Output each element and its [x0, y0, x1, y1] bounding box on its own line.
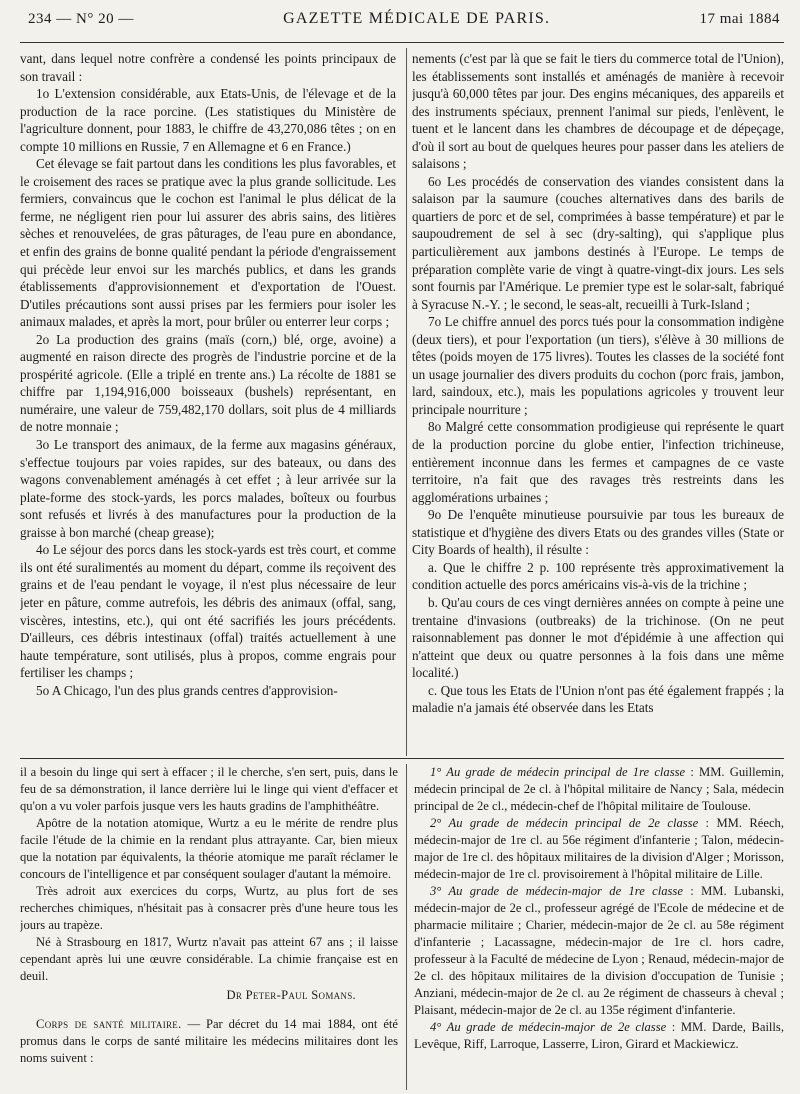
promotion-grade: 4° Au grade de médecin-major de 2e classe	[430, 1020, 667, 1034]
obituary-column-bottom-left	[20, 764, 398, 1090]
news-item	[20, 1016, 398, 1067]
paragraph: 6o Les procédés de conservation des viandes consistent dans la salaison par la saumure (couches alternatives dans des barils de quartiers de porc et de sel, comprimées à basse température) et par le saupoudrement de sel à sec (dry-salting), qui s'applique plus particulièrement aux jambons destinés à l'Europe. Le temps de préparation complète varie de vingt à quatre-vingt-dix jours. Les sels sont fournis par l'Amérique. Le premier type est le solar-salt, fabriqué à Syracuse N.-Y. ; le second, le seas-alt, recueilli à Turk-Island ;	[412, 173, 784, 312]
promotion-names: : MM. Guillemin, médecin principal de 2e cl. à l'hôpital militaire de Nancy ; Sala, médecin principal de 2e cl., médecin-chef de l'hôpital militaire de Toulouse.	[414, 765, 784, 813]
paragraph: 3o Le transport des animaux, de la ferme aux magasins généraux, s'effectue toujours par voies rapides, sur des bateaux, ou dans des wagons convenablement aménagés à cet effet ; à leur arrivée sur la plate-forme des stock-yards, les porcs malades, boîteux ou fourbus sont refusés et livrés à des manufactures pour la production de la graisse à bon marché (cheap grease);	[20, 437, 396, 540]
promotion-entry	[414, 764, 784, 815]
promotion-entry	[414, 815, 784, 883]
article-column-top-left	[20, 50, 396, 756]
promotions-column-bottom-right	[414, 764, 784, 1090]
page-number: 234 — N° 20 —	[28, 11, 134, 27]
promotion-grade: 1° Au grade de médecin principal de 1re classe	[430, 765, 686, 779]
page-header	[28, 10, 780, 40]
paragraph: c. Que tous les Etats de l'Union n'ont pas été également frappés ; la maladie n'a jamais été observée dans les Etats	[412, 682, 784, 716]
column-divider-top	[406, 48, 407, 756]
promotion-entry	[414, 883, 784, 1019]
paragraph: b. Qu'au cours de ces vingt dernières années on compte à peine une trentaine d'invasions (outbreaks) de la trichinose. (On ne peut raisonnablement pas donner le mot d'épidémie à une affection qui n'atteint que deux ou quatre personnes à la fois dans une même localité.)	[412, 594, 784, 681]
news-item-heading: Corps de santé militaire.	[36, 1017, 182, 1031]
news-item-text: — Par décret du 14 mai 1884, ont été promus dans le corps de santé militaire les médecins militaires dont les noms suivent :	[20, 1017, 398, 1065]
paragraph: 2o La production des grains (maïs (corn,) blé, orge, avoine) a augmenté en raison directe des progrès de l'industrie porcine et de la prospérité agricole. (Elle a triplé en trente ans.) La récolte de 1881 se chiffre par 1,194,916,000 boisseaux (bushels) représentant, en numéraire, une valeur de 759,482,170 dollars, soit plus de 4 milliards de notre monnaie ;	[20, 331, 396, 435]
promotion-names: : MM. Lubanski, médecin-major de 2e cl., professeur agrégé de l'Ecole de médecine et de pharmacie militaire ; Charier, médecin-major de 2e cl. au 58e régiment d'infanterie ; Lacassagne, médecin-major de 1re cl. hors cadre, professeur à la Faculté de médecine de Lyon ; Renaud, médecin-major de 2e cl. des hôpitaux militaires de la division d'occupation de Tunisie ; Anziani, médecin-major de 2e cl. au 2e régiment de chasseurs à cheval ; Plaisant, médecin-major de 2e cl. au 135e régiment d'infanterie.	[414, 884, 784, 1017]
promotion-names: : MM. Darde, Baills, Levêque, Riff, Larroque, Lasserre, Liron, Girard et Mackiewicz.	[414, 1020, 784, 1051]
promotion-names: : MM. Réech, médecin-major de 1re cl. au 56e régiment d'infanterie ; Talon, médecin-major de 1re cl. des hôpitaux militaires de la division d'Alger ; Morisson, médecin-major de 1re cl. provisoirement à l'hôpital militaire de Lille.	[414, 816, 784, 881]
paragraph: Cet élevage se fait partout dans les conditions les plus favorables, et le croisement des races se pratique avec la plus grande sollicitude. Les fermiers, convaincus que le cochon est l'animal le plus délicat de la ferme, ne négligent rien pour lui assurer des abris sains, des litières sèches et renouvelées, de gras pâturages, de l'eau pure en abondance, et enfin des grains de bonne qualité pendant la période d'engraissement qui précède leur envoi sur les marchés publics, et dans les grands établissements d'approvisionnement et d'exportation de l'Ouest. D'utiles précautions sont aussi prises par les fermiers pour isoler les animaux malades, et après la mort, pour brûler ou enterrer leur corps ;	[20, 156, 396, 330]
article-column-top-right	[412, 50, 784, 756]
column-divider-bottom	[406, 764, 407, 1090]
paragraph: 7o Le chiffre annuel des porcs tués pour la consommation indigène (deux tiers), et pour l'exportation (un tiers), s'élève à 30 millions de têtes (poids moyen de 175 livres). Toutes les classes de la société font un usage journalier des divers produits du cochon (porc frais, jambon, lard, saindoux, etc.), mais les populations agricoles y trouvent leur principale nourriture ;	[412, 314, 784, 417]
promotion-grade: 2° Au grade de médecin principal de 2e classe	[430, 816, 699, 830]
paragraph: a. Que le chiffre 2 p. 100 représente très approximativement la condition actuelle des porcs américains vis-à-vis de la trichine ;	[412, 559, 784, 593]
paragraph: nements (c'est par là que se fait le tiers du commerce total de l'Union), les établissements sont installés et aménagés de manière à recevoir jusqu'à 60,000 têtes par jour. Des engins mécaniques, des appareils et des instruments spéciaux, prennent l'animal sur pieds, l'enlèvent, le tuent et le lancent dans les chambres de découpage et de dépeçage, d'où il sort au bout de quelques heures pour passer dans les ateliers de salaisons ;	[412, 51, 784, 172]
paragraph: il a besoin du linge qui sert à effacer ; il le cherche, s'en sert, puis, dans le feu de sa démonstration, il lance derrière lui le linge qui vient d'effacer et qu'on a vu voler parfois jusque vers les hauts gradins de l'amphithéâtre.	[20, 765, 398, 813]
paragraph: vant, dans lequel notre confrère a condensé les points principaux de son travail :	[20, 51, 396, 84]
paragraph: 8o Malgré cette consommation prodigieuse qui représente le quart de la production porcine du globe entier, l'infection trichineuse, entièrement inconnue dans les fermes et campagnes de ce vaste territoire, n'a fait que des ravages très restreints dans les agglomérations urbaines ;	[412, 419, 784, 505]
paragraph: Très adroit aux exercices du corps, Wurtz, au plus fort de ses recherches chimiques, n'hésitait pas à consacrer près d'une heure tous les jours au trapèze.	[20, 884, 398, 932]
promotion-grade: 3° Au grade de médecin-major de 1re classe	[430, 884, 683, 898]
paragraph: Né à Strasbourg en 1817, Wurtz n'avait pas atteint 67 ans ; il laisse cependant après lui une œuvre considérable. La chimie française est en deuil.	[20, 935, 398, 983]
paragraph: 5o A Chicago, l'un des plus grands centres d'approvision-	[36, 682, 338, 698]
paragraph: 1o L'extension considérable, aux Etats-Unis, de l'élevage et de la production de la race porcine. (Les statistiques du Ministère de l'agriculture donnent, pour 1883, le chiffre de 43,270,086 têtes ; on en compte 10 millions en Russie, 7 en Allemagne et 6 en France.)	[20, 86, 396, 154]
paragraph: 4o Le séjour des porcs dans les stock-yards est très court, et comme ils ont été suralimentés au moment du départ, comme ils reçoivent des grains et de l'eau pendant le voyage, il n'est plus nécessaire de leur jeter en pâture, comme autrefois, les débris des animaux (offal, sang, viscères, intestins, etc.), qui ont été sacrifiés les jours précédents. D'ailleurs, ces débris intestinaux (offal) traités actuellement à une haute température, sont utilisés, plus à propos, comme engrais pour fertiliser les champs ;	[20, 542, 396, 681]
section-rule	[20, 758, 784, 759]
journal-title: GAZETTE MÉDICALE DE PARIS.	[283, 10, 551, 27]
author-signature: Dr Peter-Paul Somans.	[226, 988, 356, 1002]
paragraph: Apôtre de la notation atomique, Wurtz a eu le mérite de rendre plus facile l'étude de la chimie en la rendant plus attrayante. Car, bien mieux que la notation par équivalents, la théorie atomique me paraît réclamer le concours de l'intelligence et par conséquent soulager d'autant la mémoire.	[20, 816, 398, 881]
header-rule	[20, 42, 784, 43]
promotion-entry	[414, 1019, 784, 1053]
paragraph: 9o De l'enquête minutieuse poursuivie par tous les bureaux de statistique et d'hygiène des divers Etats ou des grandes villes (State or City Boards of health), il résulte :	[412, 507, 784, 558]
issue-date: 17 mai 1884	[699, 11, 780, 27]
